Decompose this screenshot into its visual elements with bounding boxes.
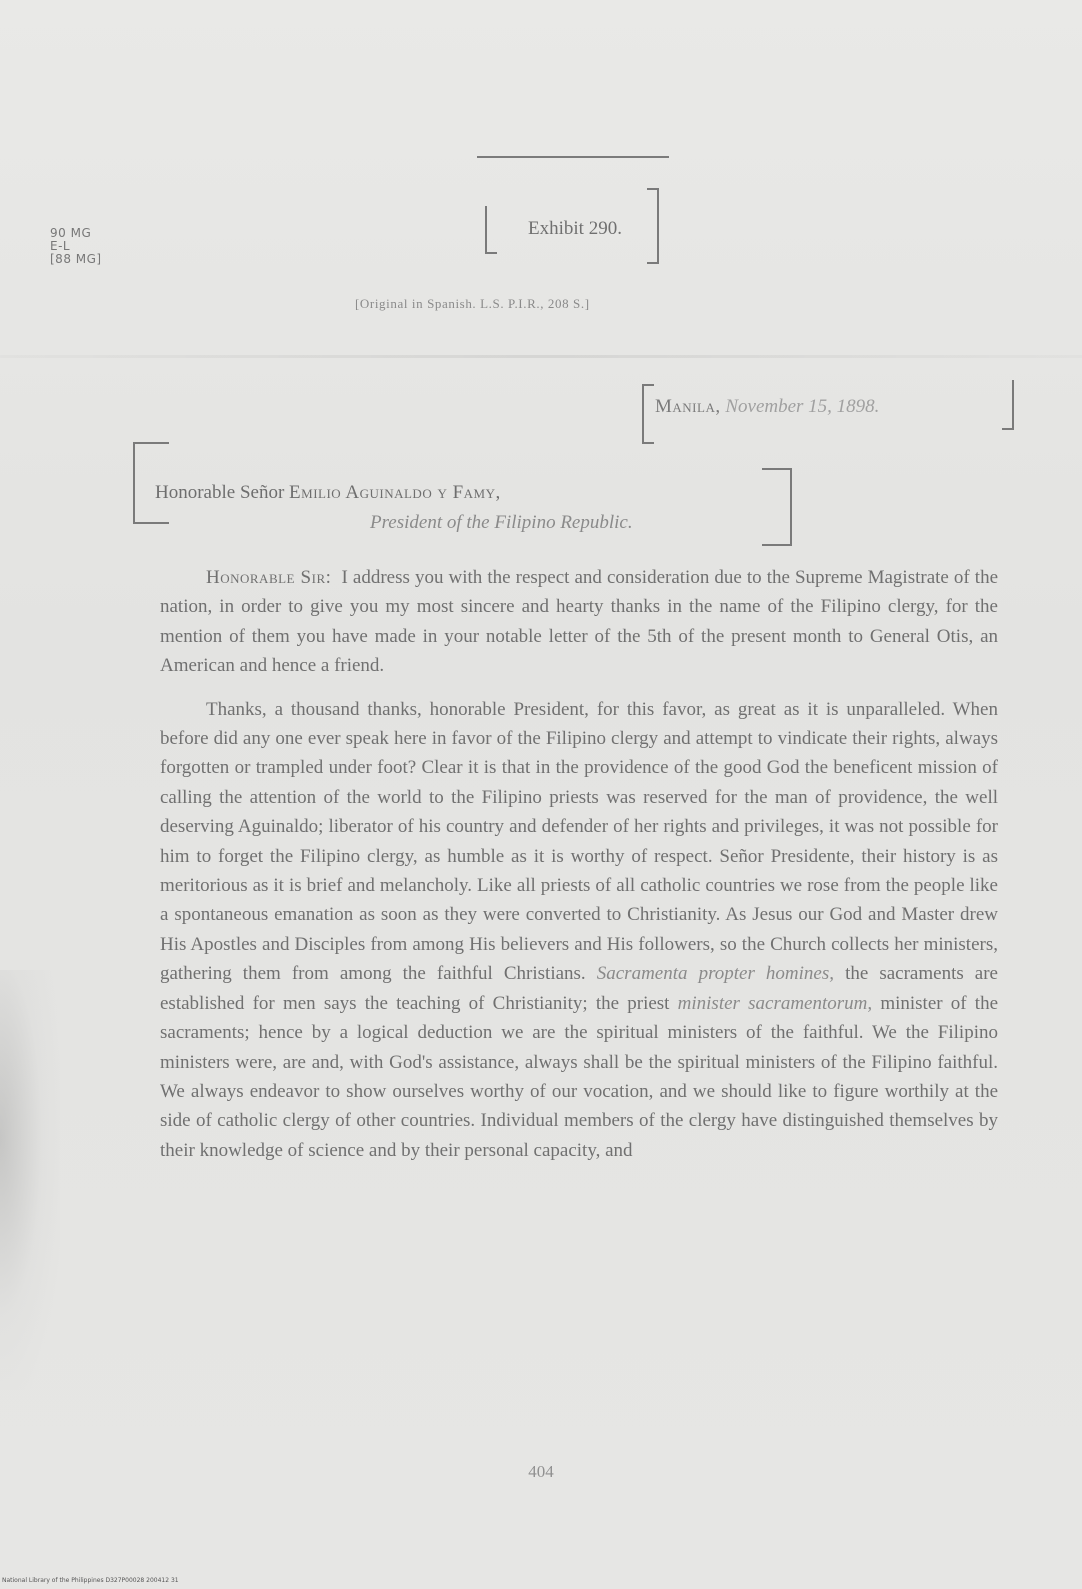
dateline-bracket-right: [1002, 380, 1014, 430]
addressee-prefix: Honorable Señor: [155, 482, 285, 503]
addressee-line-1: [155, 478, 633, 508]
latin-phrase-2: minister sacramentorum,: [677, 992, 873, 1014]
paragraph-2: [160, 695, 998, 1166]
origin-note: [Original in Spanish. L.S. P.I.R., 208 S.]: [355, 296, 590, 311]
addressee-bracket-right: [762, 468, 792, 546]
salutation: Honorable Sir:: [206, 567, 332, 588]
exhibit-heading: [485, 188, 665, 260]
archive-stamp: [50, 227, 102, 266]
dateline-place: Manila,: [655, 396, 721, 417]
binding-shadow: [0, 970, 60, 1390]
letter-body: [160, 563, 998, 1179]
stamp-line-3: [88 MG]: [50, 252, 102, 266]
addressee-block: [155, 478, 633, 538]
paragraph-2-text-b: the sacraments are established for men says the teaching of Christianity; the priest: [160, 963, 998, 1014]
addressee-title: President of the Filipino Republic.: [370, 512, 633, 533]
paragraph-1: [160, 563, 998, 681]
addressee-name: Emilio Aguinaldo y Famy,: [289, 482, 501, 503]
dateline: [655, 396, 879, 418]
archive-footer: National Library of the Philippines D327P00028 200412 31: [2, 1577, 179, 1584]
paragraph-2-text-c: minister of the sacraments; hence by a logical deduction we are the spiritual ministers of the faithful. We the Filipino ministers were, are and, with God's assistance, always shall be the spiritual ministers of the Filipino faithful. We always endeavor to show ourselves worthy of our vocation, and we should like to figure worthily at the side of catholic clergy of other countries. Individual members of the clergy have distinguished themselves by their knowledge of science and by their personal capacity, and: [160, 992, 998, 1161]
paragraph-2-text-a: Thanks, a thousand thanks, honorable President, for this favor, as great as it is unparalleled. When before did any one ever speak here in favor of the Filipino clergy and attempt to vindicate their rights, always forgotten or trampled under foot? Clear it is that in the providence of the good God the beneficent mission of calling the attention of the world to the Filipino priests was reserved for the man of providence, the well deserving Aguinaldo; liberator of his country and defender of her rights and privileges, it was not possible for him to forget the Filipino clergy, as humble as it is worthy of respect. Señor Presidente, their history is as meritorious as it is brief and melancholy. Like all priests of all catholic countries we rose from the people like a spontaneous emanation as soon as they were converted to Christianity. As Jesus our God and Master drew His Apostles and Disciples from among His believers and His followers, so the Church collects her ministers, gathering them from among the faithful Christians.: [160, 698, 998, 985]
exhibit-title: Exhibit 290.: [528, 218, 622, 239]
stamp-line-1: 90 MG: [50, 226, 92, 240]
dateline-date: November 15, 1898.: [725, 396, 880, 417]
page-number: 404: [528, 1462, 554, 1481]
top-rule: [477, 156, 669, 158]
paragraph-1-text: I address you with the respect and consideration due to the Supreme Magistrate of the nation, in order to give you my most sincere and hearty thanks in the name of the Filipino clergy, for the mention of them you have made in your notable letter of the 5th of the present month to General Otis, an American and hence a friend.: [160, 567, 998, 677]
stamp-line-2: E-L: [50, 239, 71, 253]
fold-line: [0, 355, 1082, 358]
latin-phrase-1: Sacramenta propter homines,: [596, 963, 834, 985]
dateline-bracket-left: [642, 384, 654, 444]
